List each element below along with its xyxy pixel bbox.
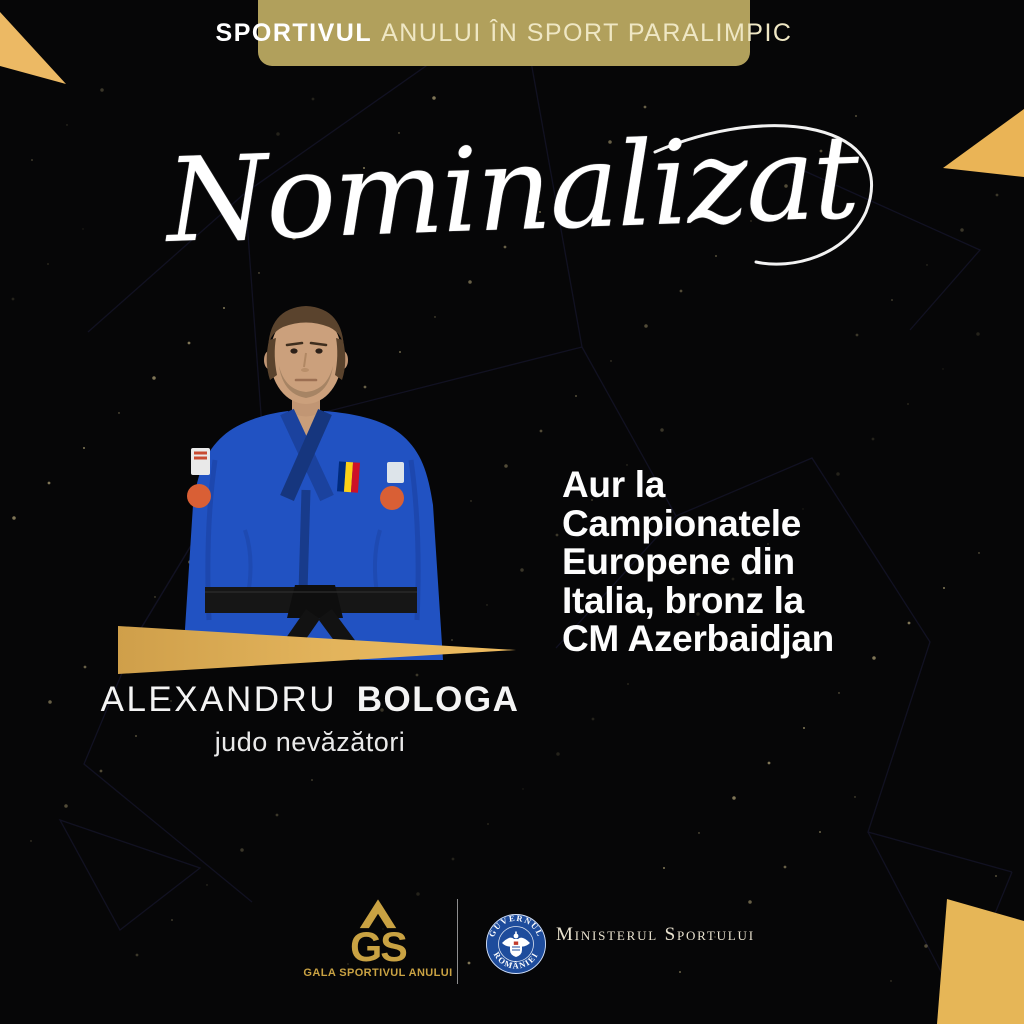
- gala-logo-monogram: GS: [350, 923, 406, 965]
- seal-text-top: GUVERNUL: [487, 913, 545, 939]
- category-banner: [215, 0, 793, 66]
- government-seal-icon: [484, 912, 548, 976]
- achievement-line: Aur la: [562, 464, 666, 505]
- achievement-line: CM Azerbaidjan: [562, 618, 834, 659]
- achievement-text: [562, 466, 992, 659]
- footer-divider: [457, 899, 458, 984]
- athlete-first-name: ALEXANDRU: [100, 680, 338, 719]
- banner-rest: ANULUI ÎN SPORT PARALIMPIC: [381, 18, 793, 47]
- ministry-label: Ministerul Sportului: [556, 924, 755, 945]
- nominated-script-title: Nominalizat: [164, 109, 860, 269]
- achievement-line: Campionatele: [562, 502, 802, 544]
- athlete-last-name: BOLOGA: [356, 680, 520, 719]
- athlete-discipline: judo nevăzători: [214, 727, 406, 757]
- achievement-line: Italia, bronz la: [562, 579, 804, 621]
- athlete-name: [90, 680, 530, 720]
- athlete-name-block: [90, 680, 530, 758]
- gala-logo-label: GALA SPORTIVUL ANULUI: [303, 967, 453, 979]
- banner-highlight: SPORTIVUL: [215, 18, 373, 47]
- gala-logo-icon: [330, 897, 426, 965]
- achievement-line: Europene din: [562, 541, 795, 582]
- seal-text-bottom: ROMÂNIEI: [491, 950, 541, 971]
